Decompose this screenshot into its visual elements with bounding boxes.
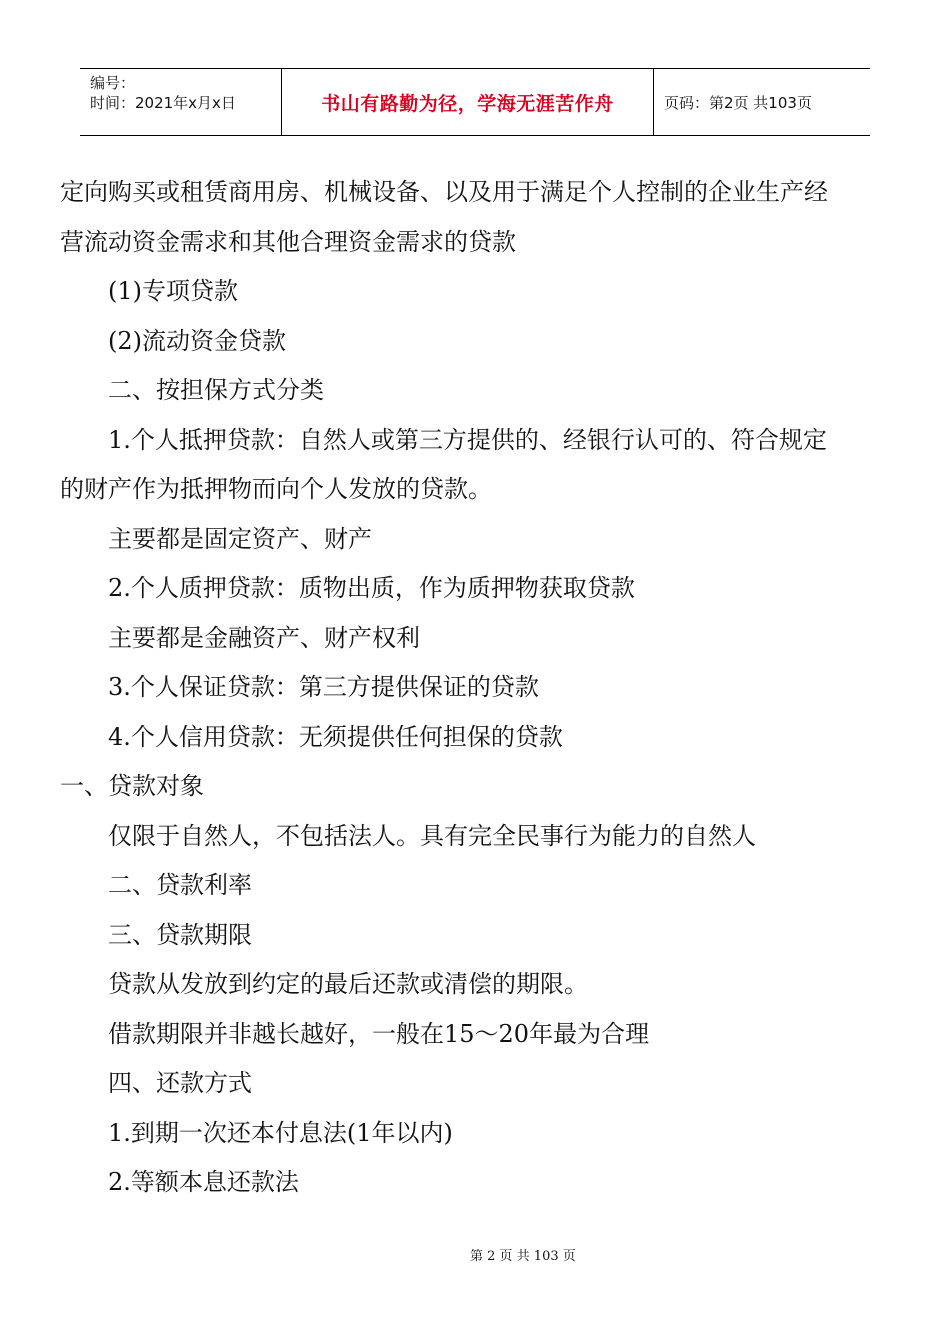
header-meta-cell bbox=[80, 69, 282, 135]
paragraph-line: 贷款从发放到约定的最后还款或清偿的期限。 bbox=[108, 970, 588, 998]
paragraph-line: 4.个人信用贷款：无须提供任何担保的贷款 bbox=[108, 722, 563, 751]
section-heading: 三、贷款期限 bbox=[108, 920, 252, 949]
page-info: 页码：第2页 共103页 bbox=[664, 93, 812, 112]
motto-text: 书山有路勤为径，学海无涯苦作舟 bbox=[321, 92, 614, 115]
date-label: 时间：2021年x月x日 bbox=[90, 94, 236, 112]
paragraph-line: 主要都是固定资产、财产 bbox=[108, 524, 372, 553]
paragraph-line: 定向购买或租赁商用房、机械设备、以及用于满足个人控制的企业生产经 bbox=[60, 178, 828, 206]
section-heading: 一、贷款对象 bbox=[60, 772, 204, 800]
paragraph-line: (1)专项贷款 bbox=[108, 277, 238, 305]
section-heading: 二、按担保方式分类 bbox=[108, 376, 324, 404]
paragraph-line: 仅限于自然人，不包括法人。具有完全民事行为能力的自然人 bbox=[108, 821, 756, 850]
paragraph-line: 2.等额本息还款法 bbox=[108, 1168, 299, 1196]
paragraph-line: 借款期限并非越长越好，一般在15～20年最为合理 bbox=[108, 1019, 650, 1048]
document-body bbox=[60, 168, 900, 1208]
header-page-cell bbox=[654, 69, 870, 135]
section-heading: 二、贷款利率 bbox=[108, 871, 252, 899]
paragraph-line: 2.个人质押贷款：质物出质，作为质押物获取贷款 bbox=[108, 574, 635, 602]
header-motto-cell bbox=[282, 69, 654, 135]
page-footer bbox=[0, 1245, 950, 1264]
section-heading: 四、还款方式 bbox=[108, 1069, 252, 1097]
paragraph-line: 的财产作为抵押物而向个人发放的贷款。 bbox=[60, 475, 492, 503]
number-label: 编号： bbox=[90, 74, 136, 92]
paragraph-line: 主要都是金融资产、财产权利 bbox=[108, 623, 420, 652]
paragraph-line: 1.到期一次还本付息法(1年以内) bbox=[108, 1118, 453, 1147]
document-header bbox=[80, 68, 870, 136]
paragraph-line: 3.个人保证贷款：第三方提供保证的贷款 bbox=[108, 673, 539, 701]
paragraph-line: 1.个人抵押贷款：自然人或第三方提供的、经银行认可的、符合规定 bbox=[108, 425, 827, 454]
paragraph-line: 营流动资金需求和其他合理资金需求的贷款 bbox=[60, 227, 516, 256]
footer-page-number: 第 2 页 共 103 页 bbox=[470, 1249, 576, 1264]
paragraph-line: (2)流动资金贷款 bbox=[108, 326, 286, 355]
